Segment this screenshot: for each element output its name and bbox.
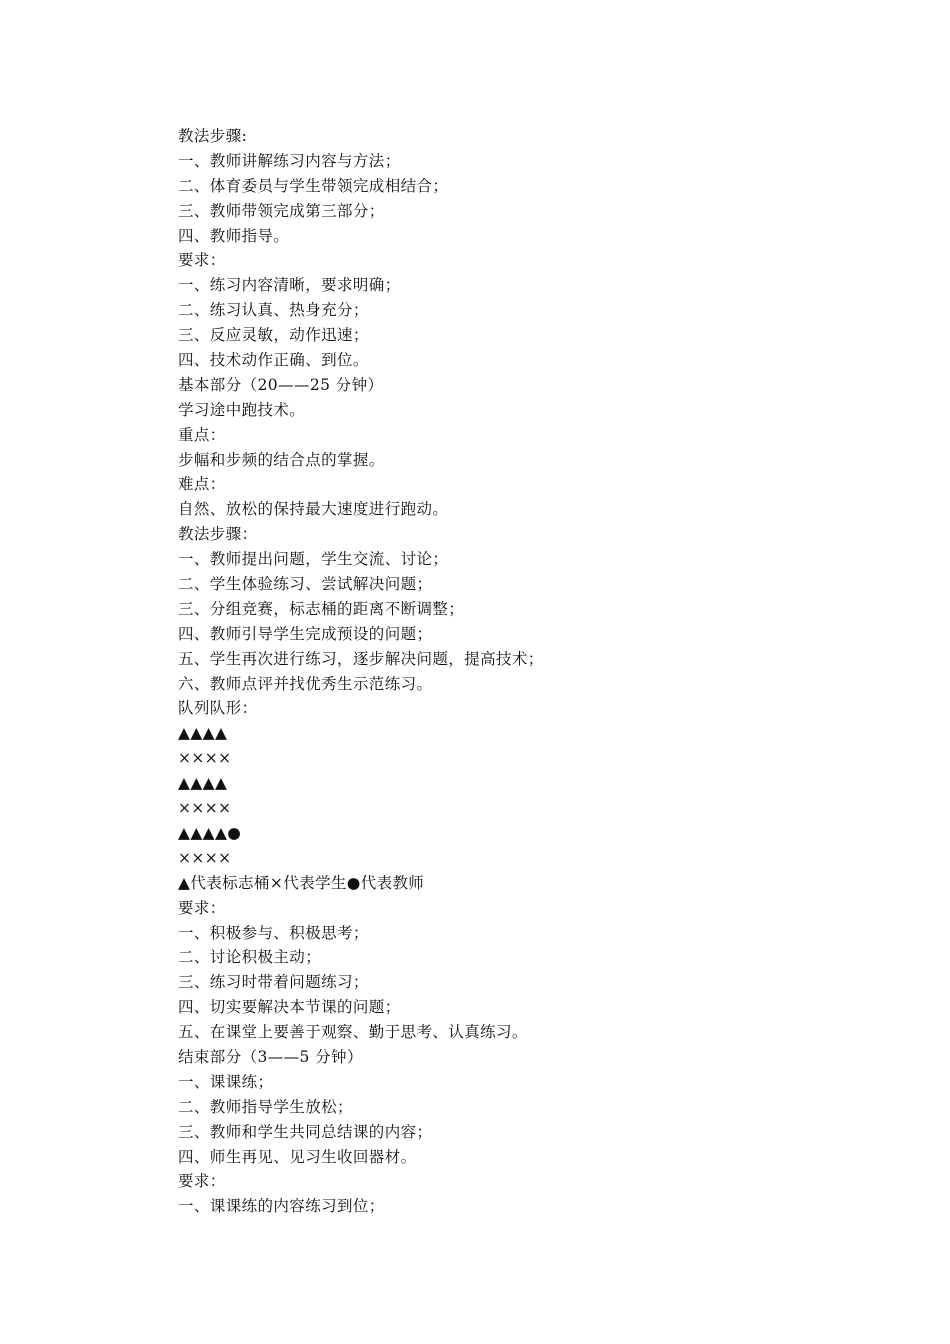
text-line: 四、技术动作正确、到位。 xyxy=(178,351,369,370)
text-line: 一、教师提出问题，学生交流、讨论； xyxy=(178,550,449,569)
text-line: 二、练习认真、热身充分； xyxy=(178,301,369,320)
text-line: 一、课课练的内容练习到位； xyxy=(178,1197,385,1216)
text-line: 四、教师指导。 xyxy=(178,226,290,245)
text-line: 四、切实要解决本节课的问题； xyxy=(178,998,401,1017)
text-line: 自然、放松的保持最大速度进行跑动。 xyxy=(178,500,449,519)
text-line: 三、教师带领完成第三部分； xyxy=(178,201,385,220)
section-heading: 队列队形： xyxy=(178,699,258,718)
text-line: 五、学生再次进行练习，逐步解决问题，提高技术； xyxy=(178,649,544,668)
text-line: 四、师生再见、见习生收回器材。 xyxy=(178,1147,417,1166)
section-heading: 教法步骤: xyxy=(178,127,248,145)
formation-row: ▲▲▲▲ xyxy=(178,774,228,793)
text-line: 三、分组竞赛，标志桶的距离不断调整； xyxy=(178,599,465,618)
formation-row: ×××× xyxy=(178,799,232,818)
section-heading: 基本部分（20——25 分钟） xyxy=(178,375,384,394)
text-line: 二、讨论积极主动； xyxy=(178,948,322,967)
document-body xyxy=(178,124,898,1219)
text-line: 三、教师和学生共同总结课的内容； xyxy=(178,1122,433,1141)
text-line: 三、练习时带着问题练习； xyxy=(178,973,369,992)
formation-legend: ▲代表标志桶×代表学生●代表教师 xyxy=(178,873,425,892)
text-line: 五、在课堂上要善于观察、勤于思考、认真练习。 xyxy=(178,1023,528,1042)
text-line: 二、教师指导学生放松； xyxy=(178,1097,353,1116)
section-heading: 重点： xyxy=(178,425,226,444)
section-heading: 教法步骤： xyxy=(178,525,258,544)
text-line: 二、学生体验练习、尝试解决问题； xyxy=(178,575,433,594)
formation-row: ▲▲▲▲● xyxy=(178,823,242,842)
text-line: 三、反应灵敏，动作迅速； xyxy=(178,326,369,345)
section-heading: 要求： xyxy=(178,1172,226,1191)
section-heading: 要求： xyxy=(178,251,226,270)
text-line: 学习途中跑技术。 xyxy=(178,400,306,419)
text-line: 二、体育委员与学生带领完成相结合； xyxy=(178,176,449,195)
text-line: 一、教师讲解练习内容与方法； xyxy=(178,151,401,170)
text-line: 一、练习内容清晰，要求明确； xyxy=(178,276,401,295)
text-line: 六、教师点评并找优秀生示范练习。 xyxy=(178,674,433,693)
formation-row: ×××× xyxy=(178,848,232,867)
section-heading: 结束部分（3——5 分钟） xyxy=(178,1047,363,1066)
text-line: 一、积极参与、积极思考； xyxy=(178,923,369,942)
text-line: 四、教师引导学生完成预设的问题； xyxy=(178,624,433,643)
formation-row: ▲▲▲▲ xyxy=(178,724,228,743)
section-heading: 要求： xyxy=(178,898,226,917)
text-line: 步幅和步频的结合点的掌握。 xyxy=(178,450,385,469)
formation-row: ×××× xyxy=(178,749,232,768)
section-heading: 难点： xyxy=(178,475,226,494)
text-line: 一、课课练； xyxy=(178,1072,274,1091)
